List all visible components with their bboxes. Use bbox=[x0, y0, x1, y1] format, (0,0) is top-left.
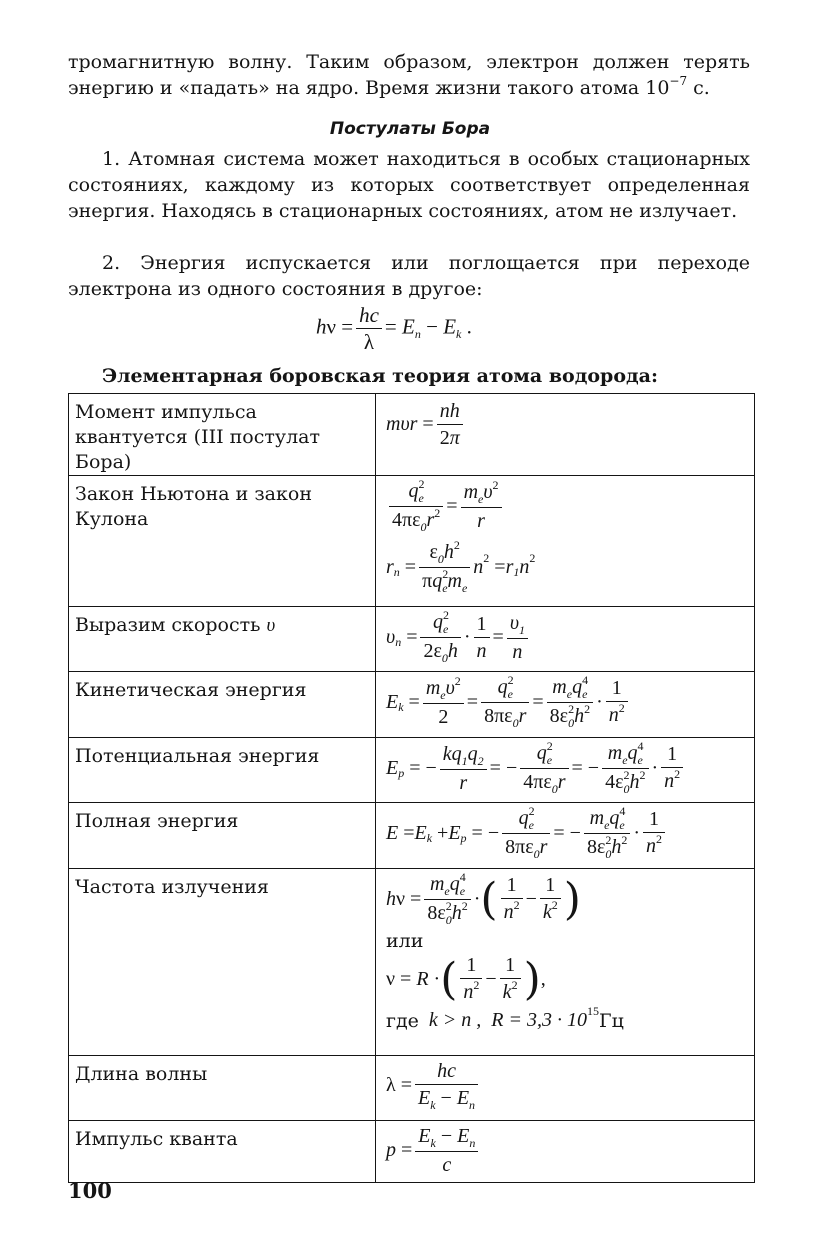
intro-paragraph: тромагнитную волну. Таким образом, электрон должен терять энергию и «падать» на ядро. Время жизни такого атома $10^{-7}$ с. bbox=[68, 51, 750, 99]
formula-cell: p = $\frac{E_k - E_n}{c}$ bbox=[376, 1121, 755, 1183]
table-heading: Элементарная боровская теория атома водорода: bbox=[102, 365, 659, 387]
formula-cell: λ = $\frac{hc}{E_k - E_n}$ bbox=[376, 1056, 755, 1121]
formula-cell: h ν = $\frac{m_eq^4_e}{8\varepsilon^2_0h^2}$ · ( $\frac{1}{n^2}$ − $\frac{1}{k^2}$ ) или ν = R · ( $\frac{1}{n^2}$ − $\frac{1}{k^2}$ ) , где k > n , R = 3,3 · 10 15 Гц bbox=[376, 869, 755, 1056]
row-label: Импульс кванта bbox=[69, 1121, 376, 1183]
row-label: Закон Ньютона и закон Кулона bbox=[69, 476, 376, 607]
rydberg-constant: R = 3,3 · 10 bbox=[491, 1009, 587, 1031]
table-row bbox=[69, 869, 755, 1056]
table-row bbox=[69, 607, 755, 672]
table-row bbox=[69, 803, 755, 869]
formula-cell: $\frac{q^2_e}{4\pi\varepsilon_0r^2}$ = $\frac{m_e\upsilon^2}{r}$ r n = $\frac{\varepsilon_0h^2}{\pi q^2_em_e}$ n 2 = r 1 n 2 bbox=[376, 476, 755, 607]
table-row bbox=[69, 672, 755, 738]
rydberg-unit: Гц bbox=[599, 1009, 624, 1032]
row-label: Момент импульса квантуется (III постулат Бора) bbox=[69, 394, 376, 476]
formula-cell: E p = − $\frac{kq_1q_2}{r}$ = − $\frac{q^2_e}{4\pi\varepsilon_0r}$ = − $\frac{m_eq^4_e}{4\varepsilon^2_0h^2}$ · $\frac{1}{n^2}$ bbox=[376, 738, 755, 803]
where-condition: k > n , bbox=[428, 1009, 482, 1031]
rydberg-exponent: 15 bbox=[587, 1004, 599, 1018]
bohr-theory-table bbox=[68, 393, 755, 1183]
formula-cell: υ n = $\frac{q^2_e}{2\varepsilon_0h}$ · $\frac{1}{n}$ = $\frac{\upsilon_1}{n}$ bbox=[376, 607, 755, 672]
formula-cell: E k = $\frac{m_e\upsilon^2}{2}$ = $\frac{q^2_e}{8\pi\varepsilon_0r}$ = $\frac{m_eq^4_e}{8\varepsilon^2_0h^2}$ · $\frac{1}{n^2}$ bbox=[376, 672, 755, 738]
bohr-frequency-formula: hν = $\frac{hc}{\lambda}$ = $E_n - E_k$ . bbox=[316, 303, 472, 354]
row-label: Полная энергия bbox=[69, 803, 376, 869]
table-row bbox=[69, 394, 755, 476]
row-label: Выразим скорость υ bbox=[69, 607, 376, 672]
row-label: Потенциальная энергия bbox=[69, 738, 376, 803]
page-number: 100 bbox=[68, 1178, 112, 1203]
row-label: Длина волны bbox=[69, 1056, 376, 1121]
row-label: Кинетическая энергия bbox=[69, 672, 376, 738]
postulate-2: 2. Энергия испускается или поглощается при переходе электрона из одного состояния в другое: bbox=[68, 252, 750, 300]
table-row bbox=[69, 738, 755, 803]
postulate-1: 1. Атомная система может находиться в особых стационарных состояниях, каждому из которых соответствует определенная энергия. Находясь в стационарных состояниях, атом не излучает. bbox=[68, 148, 750, 222]
formula-cell: mυr = $\frac{nh}{2\pi}$ bbox=[376, 394, 755, 476]
table-row bbox=[69, 476, 755, 607]
table-row bbox=[69, 1056, 755, 1121]
formula-cell: E = E k + E p = − $\frac{q^2_e}{8\pi\varepsilon_0r}$ = − $\frac{m_eq^4_e}{8\varepsilon^2_0h^2}$ · $\frac{1}{n^2}$ bbox=[376, 803, 755, 869]
where-word: где bbox=[386, 1009, 419, 1032]
row-label: Частота излучения bbox=[69, 869, 376, 1056]
postulates-title: Постулаты Бора bbox=[329, 119, 491, 139]
table-row bbox=[69, 1121, 755, 1183]
or-word: или bbox=[386, 930, 424, 952]
